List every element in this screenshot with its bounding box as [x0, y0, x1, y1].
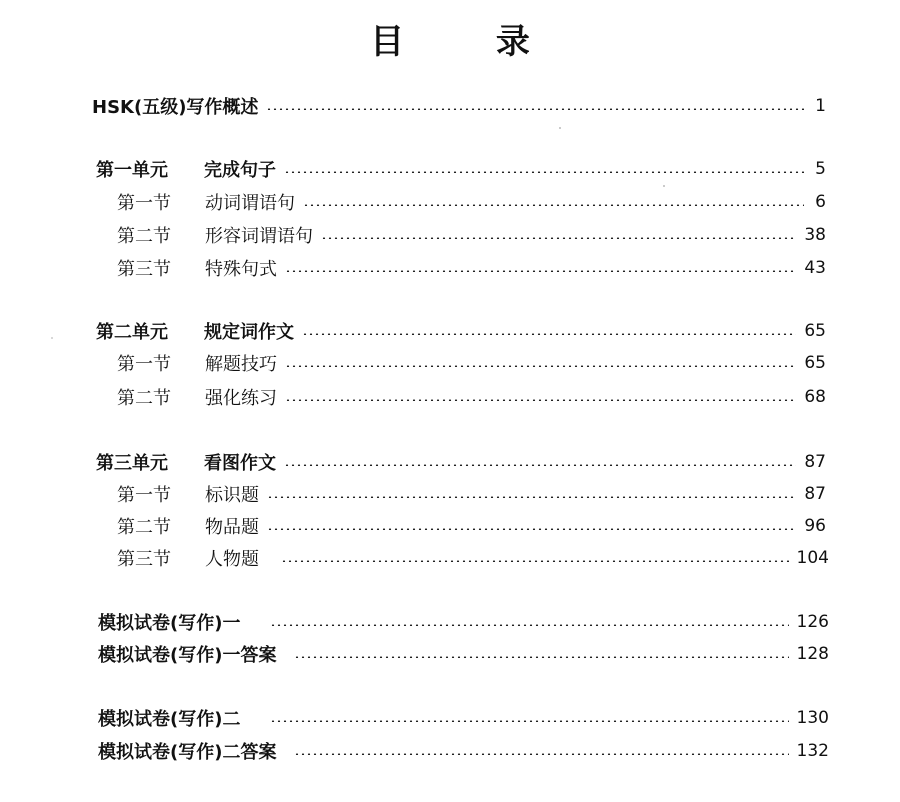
- section-number: 第二节: [117, 388, 171, 409]
- section-number: 第一节: [117, 193, 171, 214]
- toc-entry-title: 人物题: [205, 549, 259, 570]
- unit-number: 第一单元: [96, 160, 168, 181]
- toc-page-number: 65: [804, 321, 826, 341]
- section-number: 第一节: [117, 354, 171, 375]
- toc-page-number: 87: [804, 452, 826, 472]
- toc-page-number: 5: [815, 159, 826, 179]
- unit-number: 第二单元: [96, 322, 168, 343]
- toc-entry-title: 形容词谓语句: [205, 226, 313, 247]
- toc-page-number: 38: [804, 225, 826, 245]
- toc-entry-title: 动词谓语句: [205, 193, 295, 214]
- toc-entry-title: 模拟试卷(写作)一答案: [98, 645, 277, 666]
- toc-entry-title: 模拟试卷(写作)二答案: [98, 742, 277, 763]
- toc-page-number: 1: [815, 96, 826, 116]
- toc-entry-title: 特殊句式: [205, 259, 277, 280]
- toc-page-number: 126: [796, 612, 829, 632]
- section-number: 第一节: [117, 485, 171, 506]
- page-title: 目 录: [370, 22, 570, 62]
- toc-page-number: 6: [815, 192, 826, 212]
- toc-entry-title: 看图作文: [204, 453, 276, 474]
- section-number: 第二节: [117, 226, 171, 247]
- toc-entry-title: 规定词作文: [204, 322, 294, 343]
- toc-entry-title: 模拟试卷(写作)二: [98, 709, 241, 730]
- section-number: 第三节: [117, 549, 171, 570]
- toc-page-number: 96: [804, 516, 826, 536]
- toc-entry-title: 标识题: [205, 485, 259, 506]
- toc-entry-title: 完成句子: [204, 160, 276, 181]
- toc-page-number: 130: [796, 708, 829, 728]
- toc-page-number: 104: [796, 548, 829, 568]
- toc-page-number: 132: [796, 741, 829, 761]
- toc-entry-title: 物品题: [205, 517, 259, 538]
- toc-entry-title: 模拟试卷(写作)一: [98, 613, 241, 634]
- toc-page-number: 128: [796, 644, 829, 664]
- toc-page-number: 87: [804, 484, 826, 504]
- section-number: 第三节: [117, 259, 171, 280]
- toc-page-number: 43: [804, 258, 826, 278]
- section-number: 第二节: [117, 517, 171, 538]
- toc-entry-title: 强化练习: [205, 388, 277, 409]
- toc-entry-title: HSK(五级)写作概述: [92, 97, 259, 118]
- toc-entry-title: 解题技巧: [205, 354, 277, 375]
- toc-page-number: 65: [804, 353, 826, 373]
- toc-page-number: 68: [804, 387, 826, 407]
- unit-number: 第三单元: [96, 453, 168, 474]
